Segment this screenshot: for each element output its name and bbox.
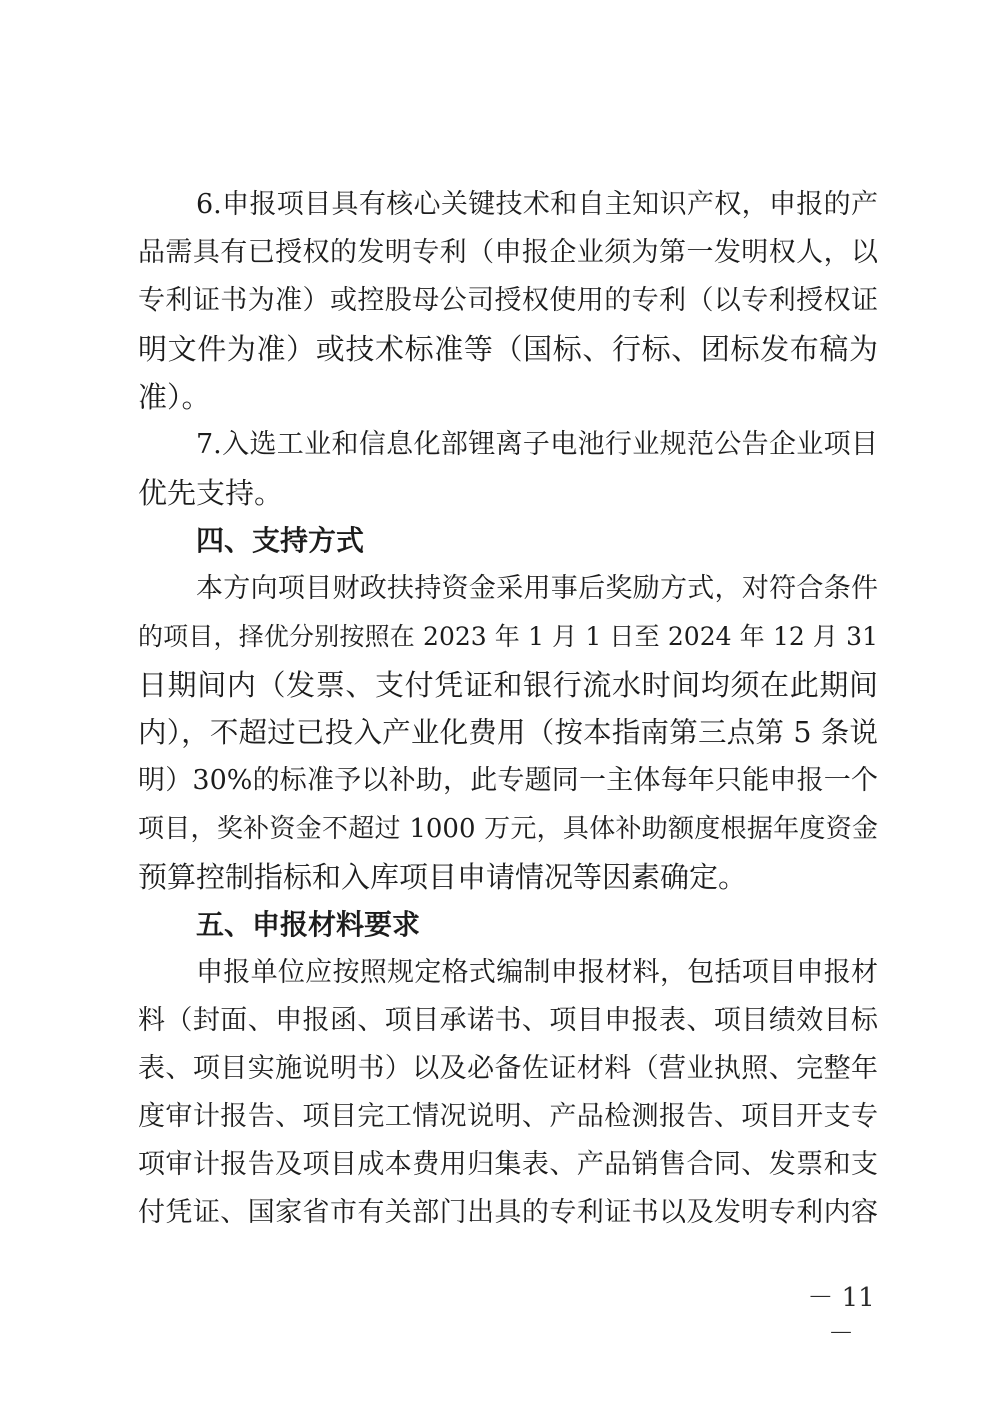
paragraph-line: 内），不超过已投入产业化费用（按本指南第三点第 5 条说 — [138, 716, 878, 749]
paragraph-line: 预算控制指标和入库项目申请情况等因素确定。 — [138, 860, 748, 894]
paragraph-line: 项审计报告及项目成本费用归集表、产品销售合同、发票和支 — [138, 1149, 878, 1180]
paragraph-line: 6.申报项目具有核心关键技术和自主知识产权，申报的产 — [196, 189, 878, 220]
page-number: － 11 － — [807, 1283, 875, 1349]
paragraph-line: 表、项目实施说明书）以及必备佐证材料（营业执照、完整年 — [138, 1053, 878, 1084]
paragraph-line: 明文件为准）或技术标准等（国标、行标、团标发布稿为 — [138, 332, 878, 366]
paragraph-line: 明）30%的标准予以补助，此专题同一主体每年只能申报一个 — [138, 765, 878, 796]
paragraph-line: 优先支持。 — [138, 476, 284, 510]
paragraph-line: 项目，奖补资金不超过 1000 万元，具体补助额度根据年度资金 — [138, 814, 878, 844]
paragraph-line: 品需具有已授权的发明专利（申报企业须为第一发明权人，以 — [138, 237, 878, 268]
paragraph-line: 的项目，择优分别按照在 2023 年 1 月 1 日至 2024 年 12 月 31 — [138, 622, 878, 651]
paragraph-line: 度审计报告、项目完工情况说明、产品检测报告、项目开支专 — [138, 1101, 878, 1132]
section-heading-support-method: 四、支持方式 — [196, 524, 365, 557]
paragraph-line: 专利证书为准）或控股母公司授权使用的专利（以专利授权证 — [138, 285, 878, 316]
paragraph-line: 本方向项目财政扶持资金采用事后奖励方式，对符合条件 — [196, 573, 878, 604]
paragraph-line: 日期间内（发票、支付凭证和银行流水时间均须在此期间 — [138, 668, 878, 702]
paragraph-line: 申报单位应按照规定格式编制申报材料，包括项目申报材 — [196, 957, 878, 988]
paragraph-line: 准）。 — [138, 380, 211, 414]
paragraph-line: 料（封面、申报函、项目承诺书、项目申报表、项目绩效目标 — [138, 1005, 878, 1036]
section-heading-materials: 五、申报材料要求 — [196, 908, 421, 941]
paragraph-line: 付凭证、国家省市有关部门出具的专利证书以及发明专利内容 — [138, 1197, 878, 1228]
paragraph-line: 7.入选工业和信息化部锂离子电池行业规范公告企业项目 — [196, 429, 878, 460]
